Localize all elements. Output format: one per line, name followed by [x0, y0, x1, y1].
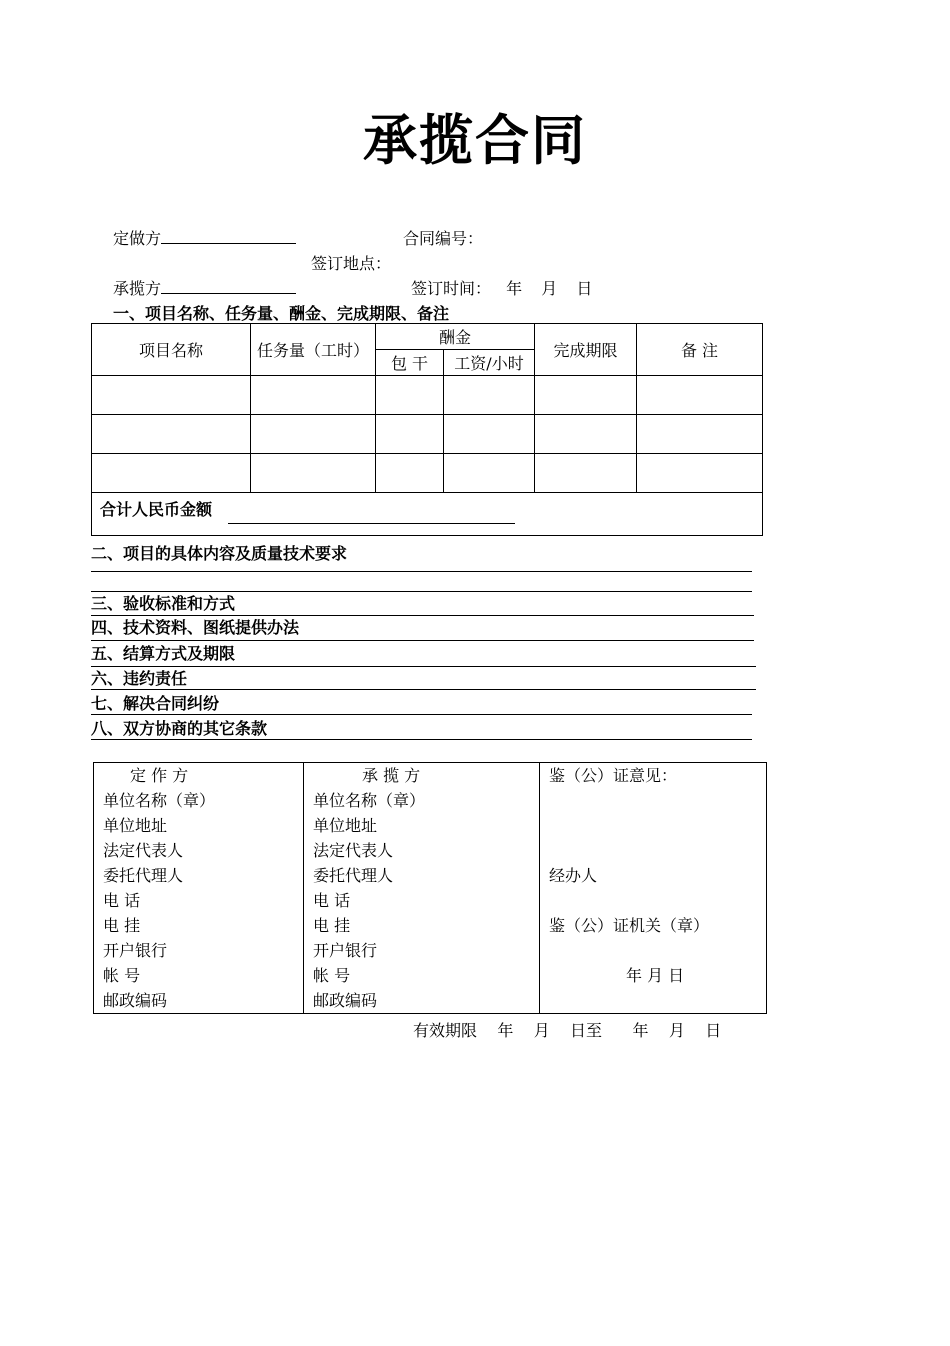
fill-line[interactable]	[91, 714, 752, 715]
contractor-blank[interactable]	[161, 281, 296, 294]
table-cell[interactable]	[251, 454, 376, 493]
col-header-pay-hourly: 工资/小时	[444, 350, 535, 376]
table-cell[interactable]	[444, 376, 535, 415]
notary-authority-label: 鉴（公）证机关（章）	[549, 916, 710, 935]
col-header-quantity: 任务量（工时）	[251, 324, 376, 376]
table-cell[interactable]	[92, 415, 251, 454]
table-cell[interactable]	[376, 415, 444, 454]
table-cell[interactable]	[251, 415, 376, 454]
section-7-heading: 七、解决合同纠纷	[91, 694, 220, 713]
orderer-cable: 电 挂	[103, 916, 141, 935]
total-amount-blank[interactable]	[228, 523, 515, 524]
fill-line[interactable]	[91, 666, 756, 667]
orderer-agent: 委托代理人	[103, 866, 184, 885]
contractor-field	[113, 276, 296, 299]
table-cell[interactable]	[376, 454, 444, 493]
orderer-field	[113, 226, 296, 249]
table-cell[interactable]	[92, 454, 251, 493]
notary-cell	[540, 763, 767, 1014]
table-cell[interactable]	[444, 415, 535, 454]
contract-no-label: 合同编号：	[403, 229, 484, 248]
section-5-heading: 五、结算方式及期限	[91, 644, 236, 663]
sign-time-field	[411, 276, 592, 299]
total-amount-row	[92, 493, 763, 536]
contractor-signature-cell	[304, 763, 540, 1014]
orderer-heading: 定 作 方	[130, 766, 189, 785]
contractor-label: 承揽方	[113, 279, 162, 298]
col-header-name: 项目名称	[92, 324, 251, 376]
orderer-blank[interactable]	[161, 231, 296, 244]
table-cell[interactable]	[376, 376, 444, 415]
table-cell[interactable]	[444, 454, 535, 493]
sign-time-label: 签订时间：	[411, 279, 492, 298]
notary-handler-label: 经办人	[549, 866, 598, 885]
total-amount-label: 合计人民币金额	[100, 500, 213, 519]
orderer-account: 帐 号	[103, 966, 141, 985]
validity-period: 有效期限 年 月 日至 年 月 日	[413, 1021, 722, 1040]
fill-line[interactable]	[91, 571, 752, 572]
orderer-label: 定做方	[113, 229, 162, 248]
contractor-agent: 委托代理人	[313, 866, 394, 885]
table-cell[interactable]	[637, 376, 763, 415]
contractor-cable: 电 挂	[313, 916, 351, 935]
table-cell[interactable]	[535, 454, 637, 493]
notary-opinion-label: 鉴（公）证意见：	[549, 766, 678, 785]
table-row	[92, 454, 763, 493]
contract-title: 承揽合同	[363, 109, 587, 172]
section-4-heading: 四、技术资料、图纸提供办法	[91, 618, 300, 637]
col-header-pay-lump: 包 干	[376, 350, 444, 376]
contractor-unit-name: 单位名称（章）	[313, 791, 426, 810]
col-header-pay: 酬金	[376, 324, 535, 350]
orderer-unit-name: 单位名称（章）	[103, 791, 216, 810]
items-table	[91, 323, 763, 536]
sign-month: 月	[541, 279, 558, 298]
fill-line[interactable]	[91, 689, 756, 690]
col-header-deadline: 完成期限	[535, 324, 637, 376]
orderer-bank: 开户银行	[103, 941, 168, 960]
fill-line[interactable]	[91, 739, 752, 740]
contractor-bank: 开户银行	[313, 941, 378, 960]
orderer-postcode: 邮政编码	[103, 991, 168, 1010]
orderer-address: 单位地址	[103, 816, 168, 835]
table-cell[interactable]	[92, 376, 251, 415]
orderer-signature-cell	[94, 763, 304, 1014]
col-header-remark: 备 注	[637, 324, 763, 376]
table-row	[92, 376, 763, 415]
section-8-heading: 八、双方协商的其它条款	[91, 719, 268, 738]
contractor-address: 单位地址	[313, 816, 378, 835]
table-cell[interactable]	[535, 376, 637, 415]
table-cell[interactable]	[251, 376, 376, 415]
notary-date: 年 月 日	[626, 966, 685, 985]
sign-year: 年	[506, 279, 523, 298]
contractor-phone: 电 话	[313, 891, 351, 910]
orderer-legal-rep: 法定代表人	[103, 841, 184, 860]
orderer-phone: 电 话	[103, 891, 141, 910]
contractor-account: 帐 号	[313, 966, 351, 985]
table-row	[92, 415, 763, 454]
section-2-heading: 二、项目的具体内容及质量技术要求	[91, 544, 348, 563]
contractor-legal-rep: 法定代表人	[313, 841, 394, 860]
sign-day: 日	[576, 279, 593, 298]
section-3-heading: 三、验收标准和方式	[91, 594, 236, 613]
signature-table	[93, 762, 767, 1014]
table-cell[interactable]	[637, 454, 763, 493]
contractor-postcode: 邮政编码	[313, 991, 378, 1010]
section-1-heading: 一、项目名称、任务量、酬金、完成期限、备注	[113, 304, 450, 323]
table-cell[interactable]	[637, 415, 763, 454]
contractor-heading: 承 揽 方	[362, 766, 421, 785]
section-6-heading: 六、违约责任	[91, 669, 188, 688]
table-cell[interactable]	[535, 415, 637, 454]
sign-place-label: 签订地点：	[311, 254, 392, 273]
